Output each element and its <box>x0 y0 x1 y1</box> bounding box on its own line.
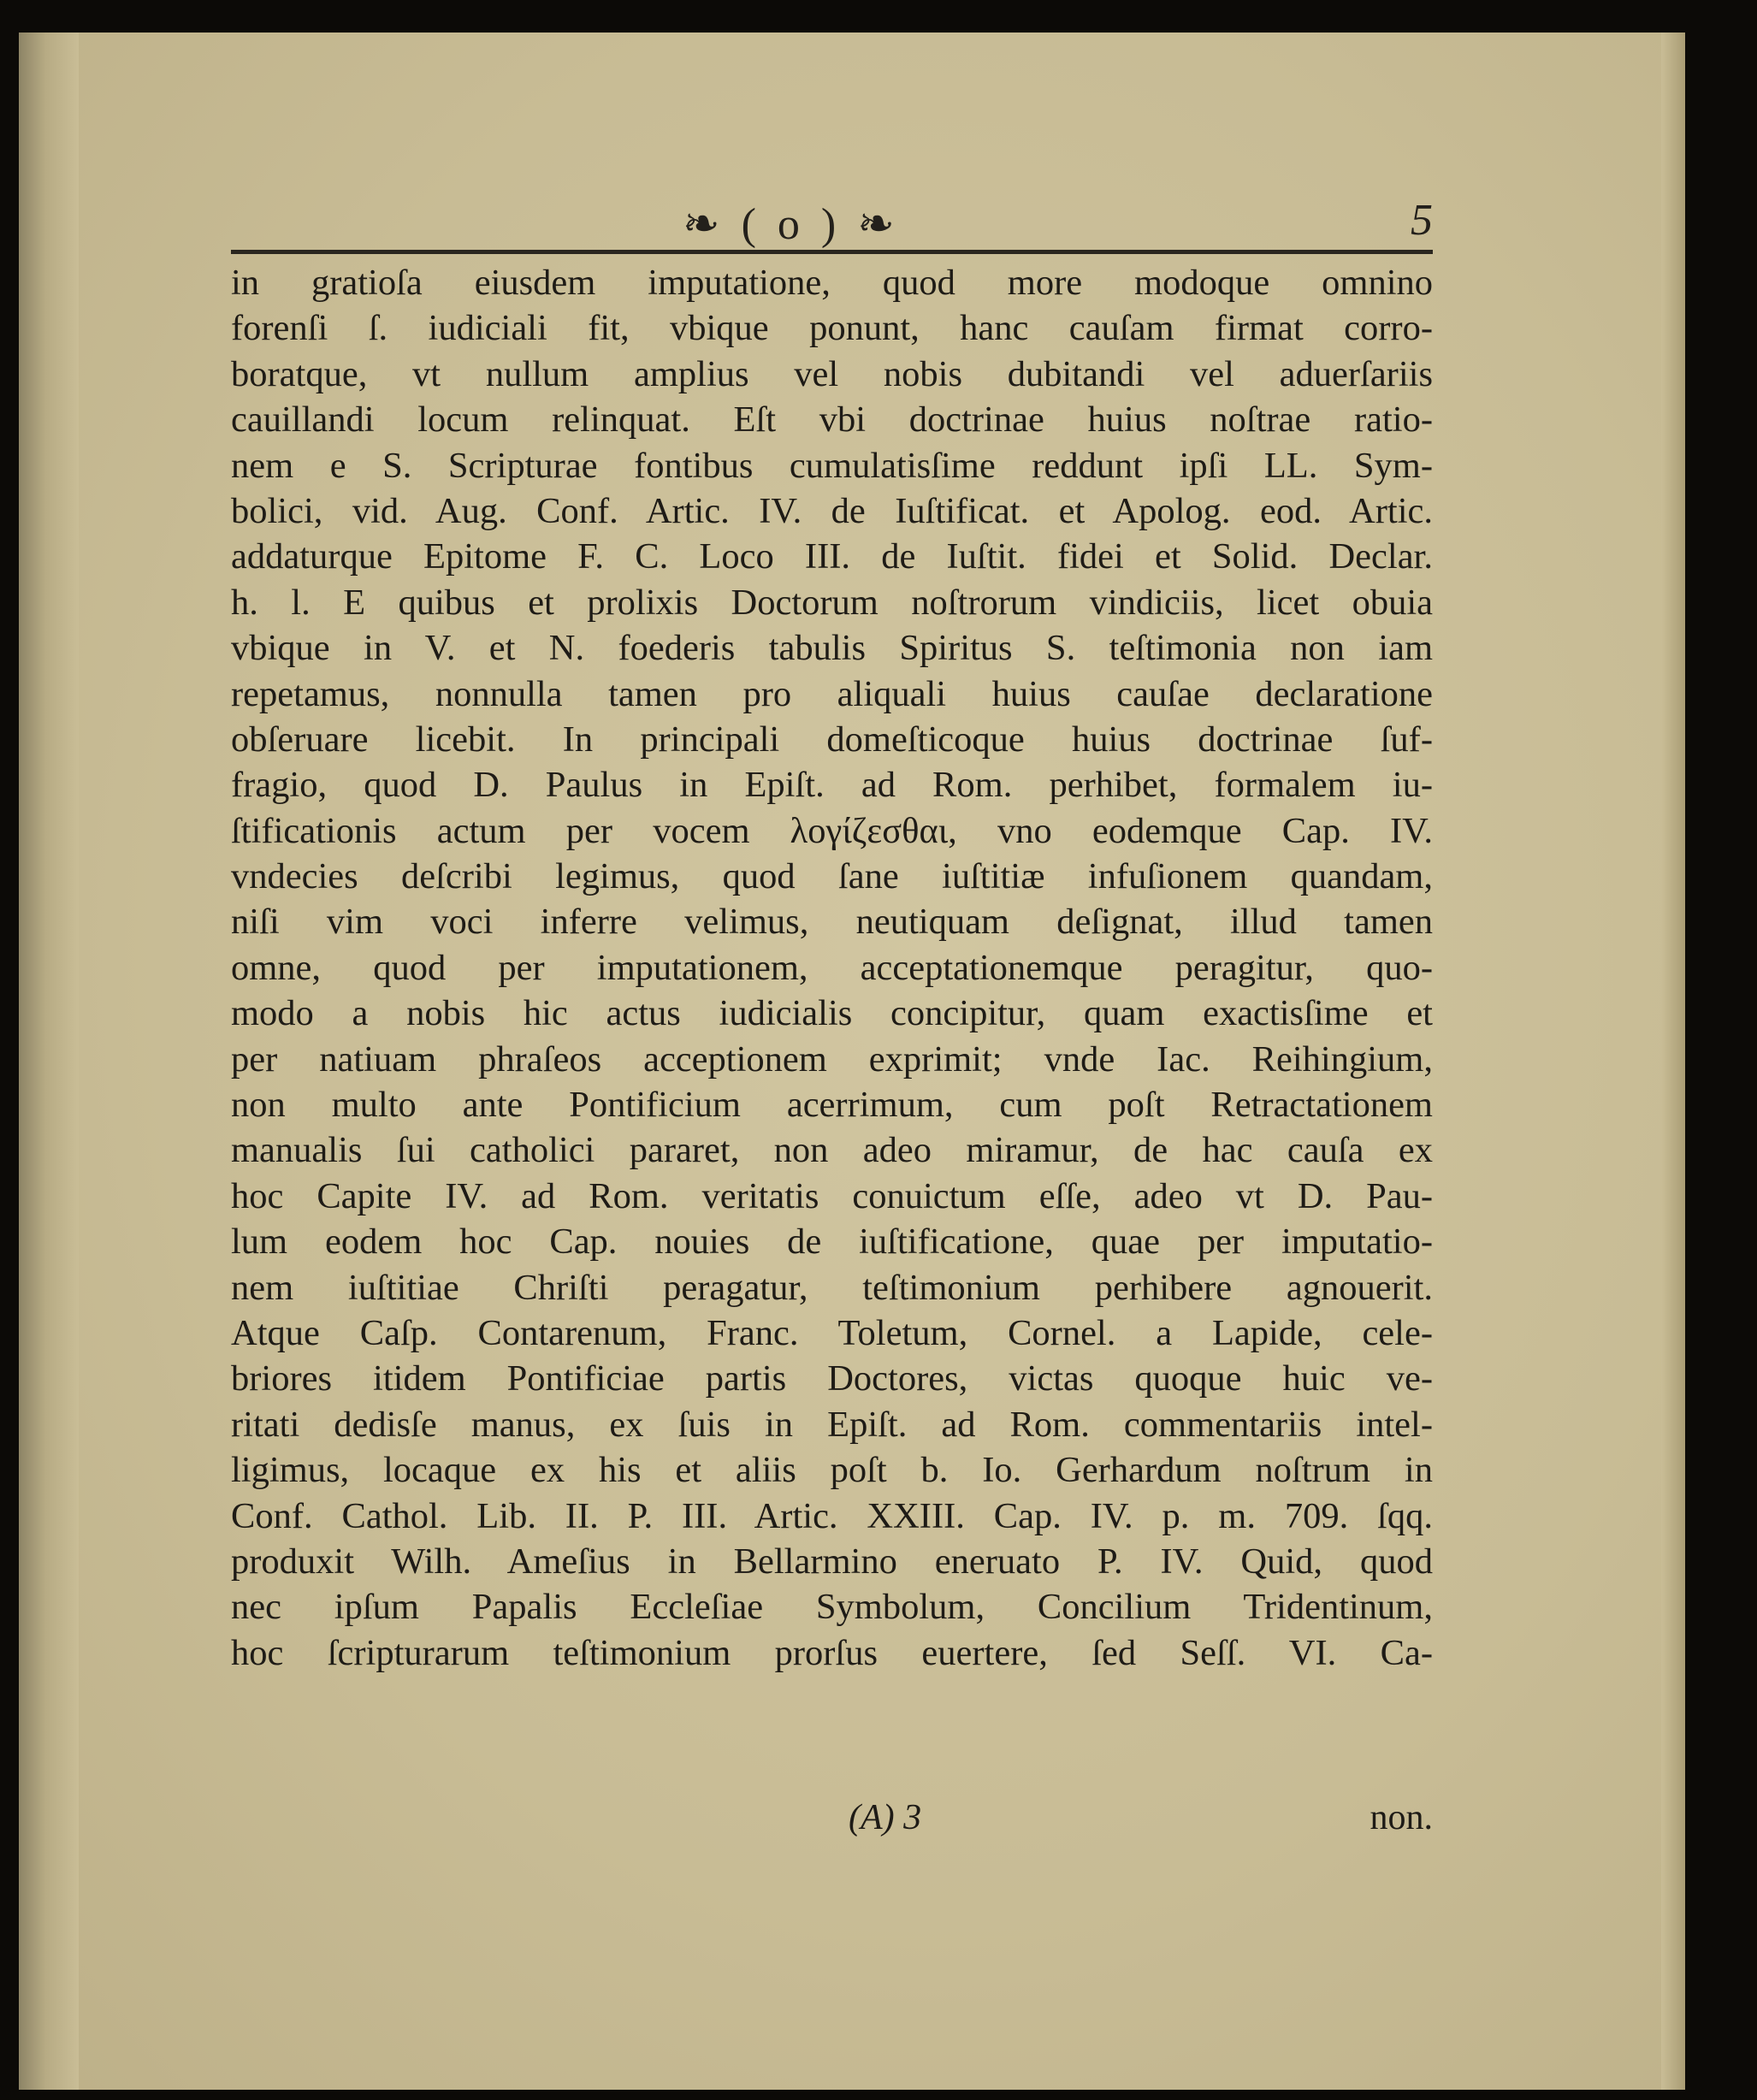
text-line: per natiuam phraſeos acceptionem exprimit; vnde Iac. Reihingium, <box>231 1038 1433 1080</box>
catchword: non. <box>1370 1798 1433 1837</box>
page-number: 5 <box>1411 196 1433 245</box>
text-line: omne, quod per imputationem, acceptationemque peragitur, quo- <box>231 947 1433 988</box>
text-line: vbique in V. et N. foederis tabulis Spiritus S. teſtimonia non iam <box>231 628 1433 669</box>
signature-mark: (A) 3 <box>849 1798 922 1837</box>
text-line: manualis ſui catholici pararet, non adeo miramur, de hac cauſa ex <box>231 1130 1433 1171</box>
book-page <box>19 33 1685 2090</box>
text-line: forenſi ſ. iudiciali fit, vbique ponunt, hanc cauſam firmat corro- <box>231 308 1433 349</box>
text-line: ritati dedisſe manus, ex ſuis in Epiſt. ad Rom. commentariis intel- <box>231 1404 1433 1445</box>
text-line: fragio, quod D. Paulus in Epiſt. ad Rom. perhibet, formalem iu- <box>231 765 1433 806</box>
text-line: obſeruare licebit. In principali domeſticoque huius doctrinae ſuf- <box>231 719 1433 760</box>
page-gutter <box>19 33 79 2090</box>
text-line: nem e S. Scripturae fontibus cumulatisſime reddunt ipſi LL. Sym- <box>231 445 1433 486</box>
text-line: cauillandi locum relinquat. Eſt vbi doctrinae huius noſtrae ratio- <box>231 399 1433 441</box>
page-footer <box>231 1797 1433 1845</box>
text-line: repetamus, nonnulla tamen pro aliquali huius cauſae declaratione <box>231 673 1433 714</box>
text-line: produxit Wilh. Ameſius in Bellarmino eneruato P. IV. Quid, quod <box>231 1541 1433 1582</box>
text-line: nec ipſum Papalis Eccleſiae Symbolum, Concilium Tridentinum, <box>231 1587 1433 1628</box>
text-line: bolici, vid. Aug. Conf. Artic. IV. de Iuſtificat. et Apolog. eod. Artic. <box>231 490 1433 531</box>
text-line: niſi vim voci inferre velimus, neutiquam deſignat, illud tamen <box>231 902 1433 943</box>
text-line: ligimus, locaque ex his et aliis poſt b. Io. Gerhardum noſtrum in <box>231 1450 1433 1491</box>
text-line: modo a nobis hic actus iudicialis concipitur, quam exactisſime et <box>231 993 1433 1034</box>
text-line: briores itidem Pontificiae partis Doctores, victas quoque huic ve- <box>231 1358 1433 1399</box>
header-rule <box>231 250 1433 254</box>
text-line: Atque Caſp. Contarenum, Franc. Toletum, Cornel. a Lapide, cele- <box>231 1312 1433 1353</box>
page-header <box>231 198 1433 250</box>
text-line: non multo ante Pontificium acerrimum, cum poſt Retractationem <box>231 1085 1433 1126</box>
text-line: hoc ſcripturarum teſtimonium prorſus euertere, ſed Seſſ. VI. Ca- <box>231 1632 1433 1673</box>
page-edge <box>1661 33 1685 2090</box>
text-line: addaturque Epitome F. C. Loco III. de Iuſtit. fidei et Solid. Declar. <box>231 536 1433 577</box>
text-line: h. l. E quibus et prolixis Doctorum noſtrorum vindiciis, licet obuia <box>231 582 1433 623</box>
text-line: hoc Capite IV. ad Rom. veritatis conuictum eſſe, adeo vt D. Pau- <box>231 1175 1433 1216</box>
text-line: boratque, vt nullum amplius vel nobis dubitandi vel aduerſariis <box>231 353 1433 394</box>
text-line: in gratioſa eiusdem imputatione, quod more modoque omnino <box>231 263 1433 303</box>
text-line: lum eodem hoc Cap. nouies de iuſtificatione, quae per imputatio- <box>231 1222 1433 1263</box>
header-ornament: ❧ ( o ) ❧ <box>683 200 900 249</box>
text-line: nem iuſtitiae Chriſti peragatur, teſtimonium perhibere agnouerit. <box>231 1267 1433 1308</box>
text-line: Conf. Cathol. Lib. II. P. III. Artic. XXIII. Cap. IV. p. m. 709. ſqq. <box>231 1495 1433 1536</box>
body-text <box>231 260 1433 1676</box>
text-line: ſtificationis actum per vocem λογίζεσθαι, vno eodemque Cap. IV. <box>231 810 1433 851</box>
text-line: vndecies deſcribi legimus, quod ſane iuſtitiæ infuſionem quandam, <box>231 856 1433 897</box>
